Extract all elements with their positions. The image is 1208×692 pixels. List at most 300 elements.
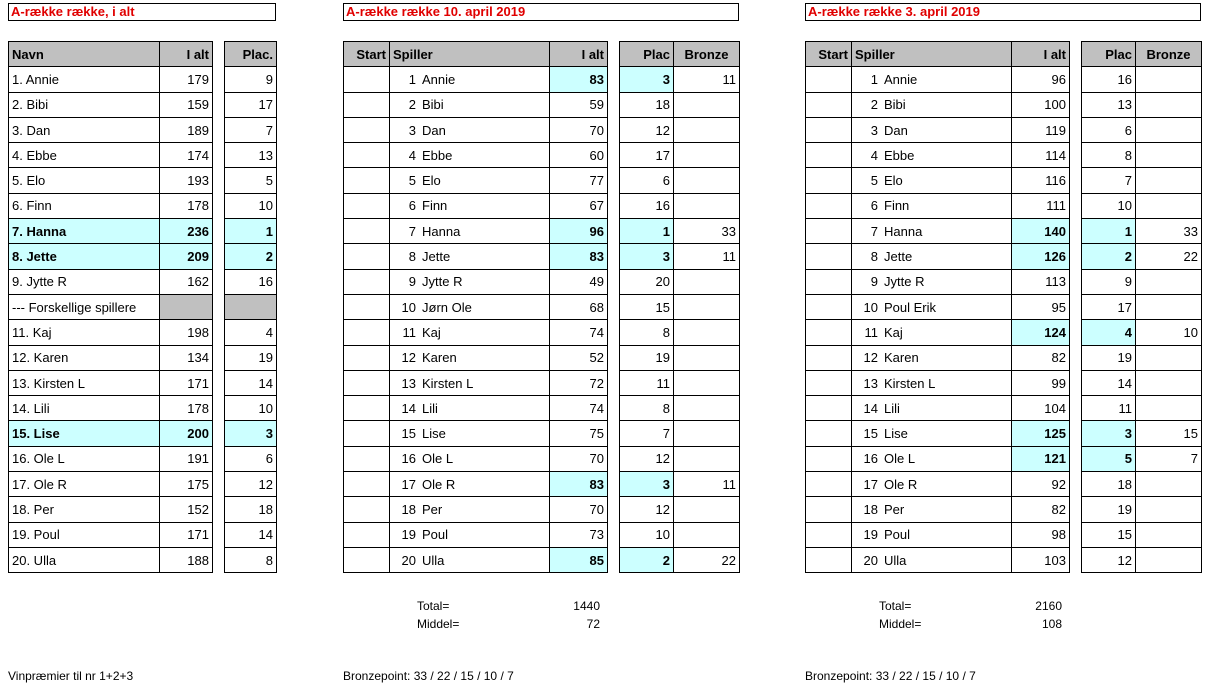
table-row [620,193,740,218]
table-row [806,67,1070,92]
table-row [806,547,1070,572]
player-place: 3 [225,421,277,446]
start-cell [806,497,852,522]
player-total: 200 [160,421,213,446]
overall-place-table [224,41,277,573]
start-cell [806,370,852,395]
player-name: Jytte R [884,274,925,290]
table-row [344,193,608,218]
table-row [9,345,213,370]
player-bronze [674,497,740,522]
table-row [1082,370,1202,395]
table-row [1082,446,1202,471]
player-number: 1 [870,71,878,87]
player-total: 67 [550,193,608,218]
start-cell [344,446,390,471]
table-row [806,472,1070,497]
table-row [225,472,277,497]
round1-table [343,41,608,573]
table-row [9,294,213,319]
player-total: 191 [160,446,213,471]
table-row [9,143,213,168]
table-row [9,370,213,395]
player-total: 178 [160,193,213,218]
table-row [1082,244,1202,269]
player-cell [390,522,550,547]
table-row [344,219,608,244]
player-cell [390,168,550,193]
table-row [225,193,277,218]
player-total: 114 [1012,143,1070,168]
header-player: Spiller [390,42,550,67]
start-cell [806,117,852,142]
player-total: 111 [1012,193,1070,218]
table-row [344,547,608,572]
player-name: Hanna [884,223,923,239]
player-name: Per [884,501,905,517]
start-cell [344,396,390,421]
player-place: 16 [225,269,277,294]
table-row [1082,522,1202,547]
player-name: 12. Karen [9,345,160,370]
header-start: Start [806,42,852,67]
table-row [620,219,740,244]
overall-title: A-række række, i alt [8,3,276,21]
overall-table [8,41,213,573]
player-total: 140 [1012,219,1070,244]
table-row [9,193,213,218]
table-row [225,219,277,244]
player-name: Ulla [884,552,907,568]
player-name: Bibi [422,97,444,113]
player-name: Jette [884,249,913,265]
header-place: Plac [620,42,674,67]
player-place: 10 [620,522,674,547]
table-row [806,92,1070,117]
player-number: 10 [863,299,878,315]
player-number: 17 [401,476,416,492]
player-place: 19 [225,345,277,370]
table-row [344,396,608,421]
round1-place-bronze-table [619,41,740,573]
player-number: 12 [401,350,416,366]
start-cell [344,522,390,547]
table-row [620,370,740,395]
player-cell [390,421,550,446]
round1-title: A-række række 10. april 2019 [343,3,739,21]
player-place: 12 [620,446,674,471]
player-number: 14 [401,400,416,416]
table-row [344,522,608,547]
player-number: 8 [870,249,878,265]
start-cell [344,193,390,218]
start-cell [344,421,390,446]
round2-total-value: 2160 [1035,599,1062,613]
table-row [225,143,277,168]
player-total: 121 [1012,446,1070,471]
player-total: 74 [550,396,608,421]
player-name: 1. Annie [9,67,160,92]
player-name: Lili [884,400,900,416]
player-name: 5. Elo [9,168,160,193]
player-bronze [674,370,740,395]
player-total: 95 [1012,294,1070,319]
player-place: 13 [1082,92,1136,117]
player-name: Lili [422,400,438,416]
table-row [225,244,277,269]
player-name: Per [422,501,443,517]
start-cell [344,547,390,572]
player-place [225,294,277,319]
player-name: Kirsten L [884,375,936,391]
player-cell [852,244,1012,269]
table-row [1082,117,1202,142]
table-row [1082,92,1202,117]
table-row [344,497,608,522]
player-bronze: 22 [674,547,740,572]
player-bronze [1136,269,1202,294]
table-row [620,345,740,370]
table-row [225,497,277,522]
player-place: 12 [620,497,674,522]
start-cell [806,396,852,421]
start-cell [344,92,390,117]
table-row [225,421,277,446]
round1-mean-value: 72 [586,617,600,631]
player-cell [390,92,550,117]
player-number: 13 [401,375,416,391]
player-total: 60 [550,143,608,168]
player-bronze [1136,67,1202,92]
player-bronze [674,117,740,142]
player-number: 4 [870,147,878,163]
player-bronze: 7 [1136,446,1202,471]
table-row [806,193,1070,218]
player-place: 1 [225,219,277,244]
table-row [344,472,608,497]
table-row [1082,421,1202,446]
player-cell [390,320,550,345]
player-cell [390,269,550,294]
player-total: 236 [160,219,213,244]
player-place: 18 [225,497,277,522]
table-row [9,168,213,193]
start-cell [806,67,852,92]
player-place: 4 [225,320,277,345]
player-total: 119 [1012,117,1070,142]
player-place: 19 [1082,497,1136,522]
table-row [620,117,740,142]
player-name: Ole R [884,476,918,492]
player-place: 1 [1082,219,1136,244]
table-row [344,269,608,294]
player-place: 3 [620,67,674,92]
player-bronze [1136,345,1202,370]
table-row [806,117,1070,142]
player-place: 9 [1082,269,1136,294]
table-row [9,67,213,92]
player-name: Jette [422,249,451,265]
player-name: Ulla [422,552,445,568]
header-start: Start [344,42,390,67]
player-name: Dan [884,122,908,138]
player-name: Ebbe [884,147,915,163]
table-row [806,219,1070,244]
player-name: --- Forskellige spillere [9,294,160,319]
player-cell [852,472,1012,497]
player-name: Jytte R [422,274,463,290]
table-row [620,92,740,117]
player-cell [390,244,550,269]
table-row [225,345,277,370]
player-name: Ole R [422,476,456,492]
table-row [1082,345,1202,370]
player-number: 13 [863,375,878,391]
table-row [620,396,740,421]
player-place: 5 [225,168,277,193]
player-place: 6 [225,446,277,471]
start-cell [806,294,852,319]
table-row [344,320,608,345]
player-bronze [674,446,740,471]
player-name: 14. Lili [9,396,160,421]
player-total: 70 [550,117,608,142]
start-cell [344,370,390,395]
table-row [344,92,608,117]
table-row [806,168,1070,193]
player-number: 16 [863,451,878,467]
table-row [344,67,608,92]
player-name: 13. Kirsten L [9,370,160,395]
player-cell [852,168,1012,193]
player-total: 72 [550,370,608,395]
start-cell [806,421,852,446]
player-bronze [674,345,740,370]
table-row [225,67,277,92]
player-number: 19 [401,527,416,543]
player-total: 178 [160,396,213,421]
player-bronze [674,143,740,168]
table-row [9,92,213,117]
table-row [225,547,277,572]
table-row [620,421,740,446]
player-place: 17 [225,92,277,117]
table-row [620,497,740,522]
player-place: 12 [225,472,277,497]
player-name: Poul [884,527,911,543]
player-place: 8 [225,547,277,572]
player-name: 18. Per [9,497,160,522]
player-cell [390,396,550,421]
player-total: 70 [550,497,608,522]
start-cell [806,446,852,471]
player-total: 82 [1012,497,1070,522]
player-bronze [1136,92,1202,117]
player-total: 104 [1012,396,1070,421]
player-cell [390,219,550,244]
player-total: 152 [160,497,213,522]
player-cell [852,345,1012,370]
player-number: 2 [408,97,416,113]
player-name: Karen [884,350,919,366]
start-cell [806,168,852,193]
start-cell [806,244,852,269]
player-number: 18 [401,501,416,517]
player-cell [390,67,550,92]
player-name: 7. Hanna [9,219,160,244]
player-place: 15 [620,294,674,319]
round1-total-value: 1440 [573,599,600,613]
table-row [806,522,1070,547]
player-name: 15. Lise [9,421,160,446]
start-cell [806,193,852,218]
player-place: 7 [1082,168,1136,193]
start-cell [806,92,852,117]
table-row [225,269,277,294]
player-name: Hanna [422,223,461,239]
player-place: 8 [620,320,674,345]
table-row [9,269,213,294]
player-name: Ole L [884,451,916,467]
player-total [160,294,213,319]
player-place: 6 [620,168,674,193]
player-place: 20 [620,269,674,294]
table-row [1082,547,1202,572]
player-place: 8 [1082,143,1136,168]
start-cell [344,143,390,168]
player-cell [852,67,1012,92]
player-number: 5 [870,173,878,189]
player-cell [852,193,1012,218]
player-name: Annie [422,71,456,87]
table-row [620,320,740,345]
table-row [344,117,608,142]
table-row [225,294,277,319]
player-total: 124 [1012,320,1070,345]
table-row [9,446,213,471]
player-bronze: 11 [674,244,740,269]
player-bronze [674,522,740,547]
player-total: 52 [550,345,608,370]
player-cell [852,294,1012,319]
header-total: I alt [550,42,608,67]
player-cell [852,396,1012,421]
player-place: 12 [1082,547,1136,572]
player-name: Bibi [884,97,906,113]
table-row [620,472,740,497]
player-total: 96 [1012,67,1070,92]
player-total: 175 [160,472,213,497]
player-number: 3 [408,122,416,138]
table-row [9,522,213,547]
player-name: Kaj [422,324,441,340]
round2-total-label: Total= [879,599,912,613]
player-cell [852,117,1012,142]
start-cell [806,320,852,345]
table-row [806,497,1070,522]
player-bronze [674,294,740,319]
player-place: 18 [620,92,674,117]
player-bronze [674,168,740,193]
start-cell [806,219,852,244]
round1-total-label: Total= [417,599,450,613]
player-place: 8 [620,396,674,421]
overall-footer: Vinpræmier til nr 1+2+3 [8,669,134,683]
player-cell [852,497,1012,522]
player-name: 20. Ulla [9,547,160,572]
table-row [9,547,213,572]
table-row [9,320,213,345]
start-cell [806,143,852,168]
player-total: 74 [550,320,608,345]
player-cell [390,345,550,370]
table-row [1082,320,1202,345]
table-row [9,117,213,142]
player-place: 10 [225,396,277,421]
player-number: 4 [408,147,416,163]
player-total: 189 [160,117,213,142]
player-bronze: 11 [674,67,740,92]
player-number: 2 [870,97,878,113]
player-bronze: 22 [1136,244,1202,269]
table-row [806,143,1070,168]
player-number: 9 [408,274,416,290]
player-total: 162 [160,269,213,294]
player-cell [852,269,1012,294]
player-place: 9 [225,67,277,92]
player-name: Karen [422,350,457,366]
player-bronze [674,92,740,117]
start-cell [806,522,852,547]
player-cell [852,446,1012,471]
start-cell [344,345,390,370]
table-row [620,294,740,319]
player-bronze [1136,294,1202,319]
table-row [344,370,608,395]
table-row [225,117,277,142]
player-number: 20 [863,552,878,568]
player-cell [852,219,1012,244]
player-total: 83 [550,472,608,497]
player-total: 92 [1012,472,1070,497]
player-name: Dan [422,122,446,138]
player-number: 20 [401,552,416,568]
start-cell [806,547,852,572]
player-place: 2 [1082,244,1136,269]
table-row [620,244,740,269]
table-row [9,421,213,446]
player-bronze [1136,396,1202,421]
table-row [344,244,608,269]
player-bronze [674,320,740,345]
start-cell [344,168,390,193]
player-number: 6 [408,198,416,214]
player-total: 134 [160,345,213,370]
player-number: 11 [864,324,878,340]
player-total: 100 [1012,92,1070,117]
player-name: 8. Jette [9,244,160,269]
table-row [806,396,1070,421]
player-total: 98 [1012,522,1070,547]
round2-title: A-række række 3. april 2019 [805,3,1201,21]
player-place: 11 [1082,396,1136,421]
player-name: 3. Dan [9,117,160,142]
player-bronze [1136,497,1202,522]
table-row [806,269,1070,294]
player-place: 6 [1082,117,1136,142]
player-place: 17 [1082,294,1136,319]
player-total: 174 [160,143,213,168]
